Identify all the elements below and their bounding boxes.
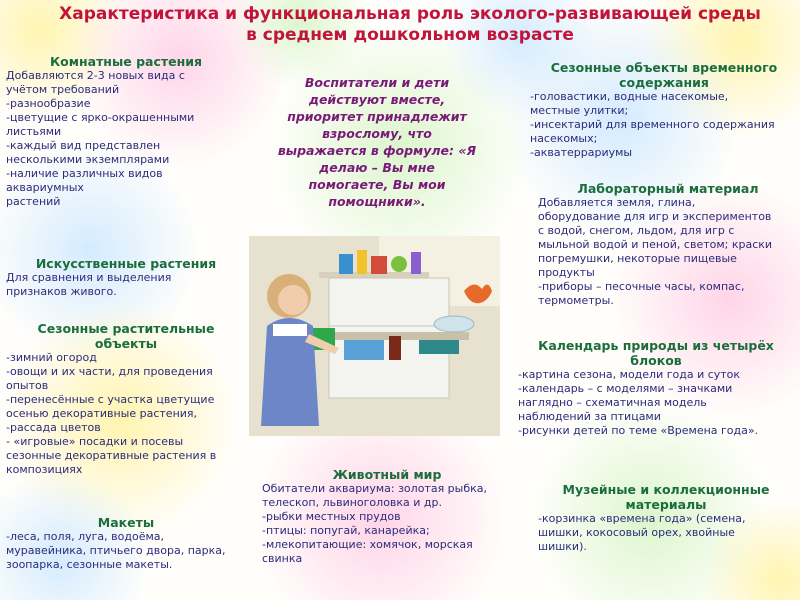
section-seasonal-plant-objects xyxy=(6,321,246,477)
section-indoor-plants xyxy=(6,54,246,209)
section-animals xyxy=(262,467,512,566)
section-museum-collections xyxy=(538,482,794,554)
page-title xyxy=(0,4,800,46)
section-body: Обитатели аквариума: золотая рыбка, телескоп, львиноголовка и др. -рыбки местных прудов -птицы: попугай, канарейка; -млекопитающие: хомячок, морская свинка xyxy=(262,482,488,565)
section-heading: объекты xyxy=(94,336,158,351)
section-heading: Животный мир xyxy=(332,467,442,482)
title-line-2: в среднем дошкольном возрасте xyxy=(246,25,574,45)
section-body: -корзинка «времена года» (семена, шишки, кокосовый орех, хвойные шишки). xyxy=(538,512,746,553)
section-heading: Сезонные объекты временного xyxy=(550,60,778,75)
section-body: Добавляются 2-3 новых вида с учётом требований -разнообразие -цветущие с ярко-окрашенными листьями -каждый вид представлен несколькими экземплярами -наличие различных видов аквариумных растений xyxy=(6,69,195,208)
section-artificial-plants xyxy=(6,256,246,299)
section-heading: Макеты xyxy=(97,515,155,530)
section-body: -головастики, водные насекомые, местные улитки; -инсектарий для временного содержания насекомых; -акватеррариумы xyxy=(530,90,775,159)
section-seasonal-temporary xyxy=(530,60,798,160)
section-models xyxy=(6,515,246,572)
section-heading: Сезонные растительные xyxy=(37,321,215,336)
section-body: -картина сезона, модели года и суток -календарь – с моделями – значками наглядно – схематичная модель наблюдений за птицами -рисунки детей по теме «Времена года». xyxy=(518,368,759,437)
section-heading: блоков xyxy=(630,353,682,368)
section-nature-calendar xyxy=(518,338,794,438)
title-line-1: Характеристика и функциональная роль эколого-развивающей среды xyxy=(59,4,761,24)
section-heading: Лабораторный материал xyxy=(577,181,759,196)
section-heading: Комнатные растения xyxy=(49,54,203,69)
section-lab-material xyxy=(538,181,798,308)
section-heading: Календарь природы из четырёх xyxy=(538,338,774,353)
classroom-photo xyxy=(249,236,500,436)
section-heading: Искусственные растения xyxy=(35,256,217,271)
section-heading: Музейные и коллекционные xyxy=(562,482,770,497)
section-body: Добавляется земля, глина, оборудование для игр и экспериментов с водой, снегом, льдом, для игр с мыльной водой и пеной, светом; краски погремушки, некоторые пищевые продукты -приборы – песочные часы, компас, термометры. xyxy=(538,196,773,307)
section-heading: содержания xyxy=(619,75,709,90)
section-body: Для сравнения и выделения признаков живого. xyxy=(6,271,172,298)
photo-illustration xyxy=(249,236,500,436)
section-heading: материалы xyxy=(625,497,707,512)
section-body: -леса, поля, луга, водоёма, муравейника, птичьего двора, парка, зоопарка, сезонные макеты. xyxy=(6,530,226,571)
section-body: -зимний огород -овощи и их части, для проведения опытов -перенесённые с участка цветущие осенью декоративные растения, -рассада цветов - «игровые» посадки и посевы сезонные декоративные растения в композициях xyxy=(6,351,217,476)
center-quote: Воспитатели и дети действуют вместе, приоритет принадлежит взрослому, что выражается в формуле: «Я делаю – Вы мне помогаете, Вы мои помощники». xyxy=(277,75,477,209)
